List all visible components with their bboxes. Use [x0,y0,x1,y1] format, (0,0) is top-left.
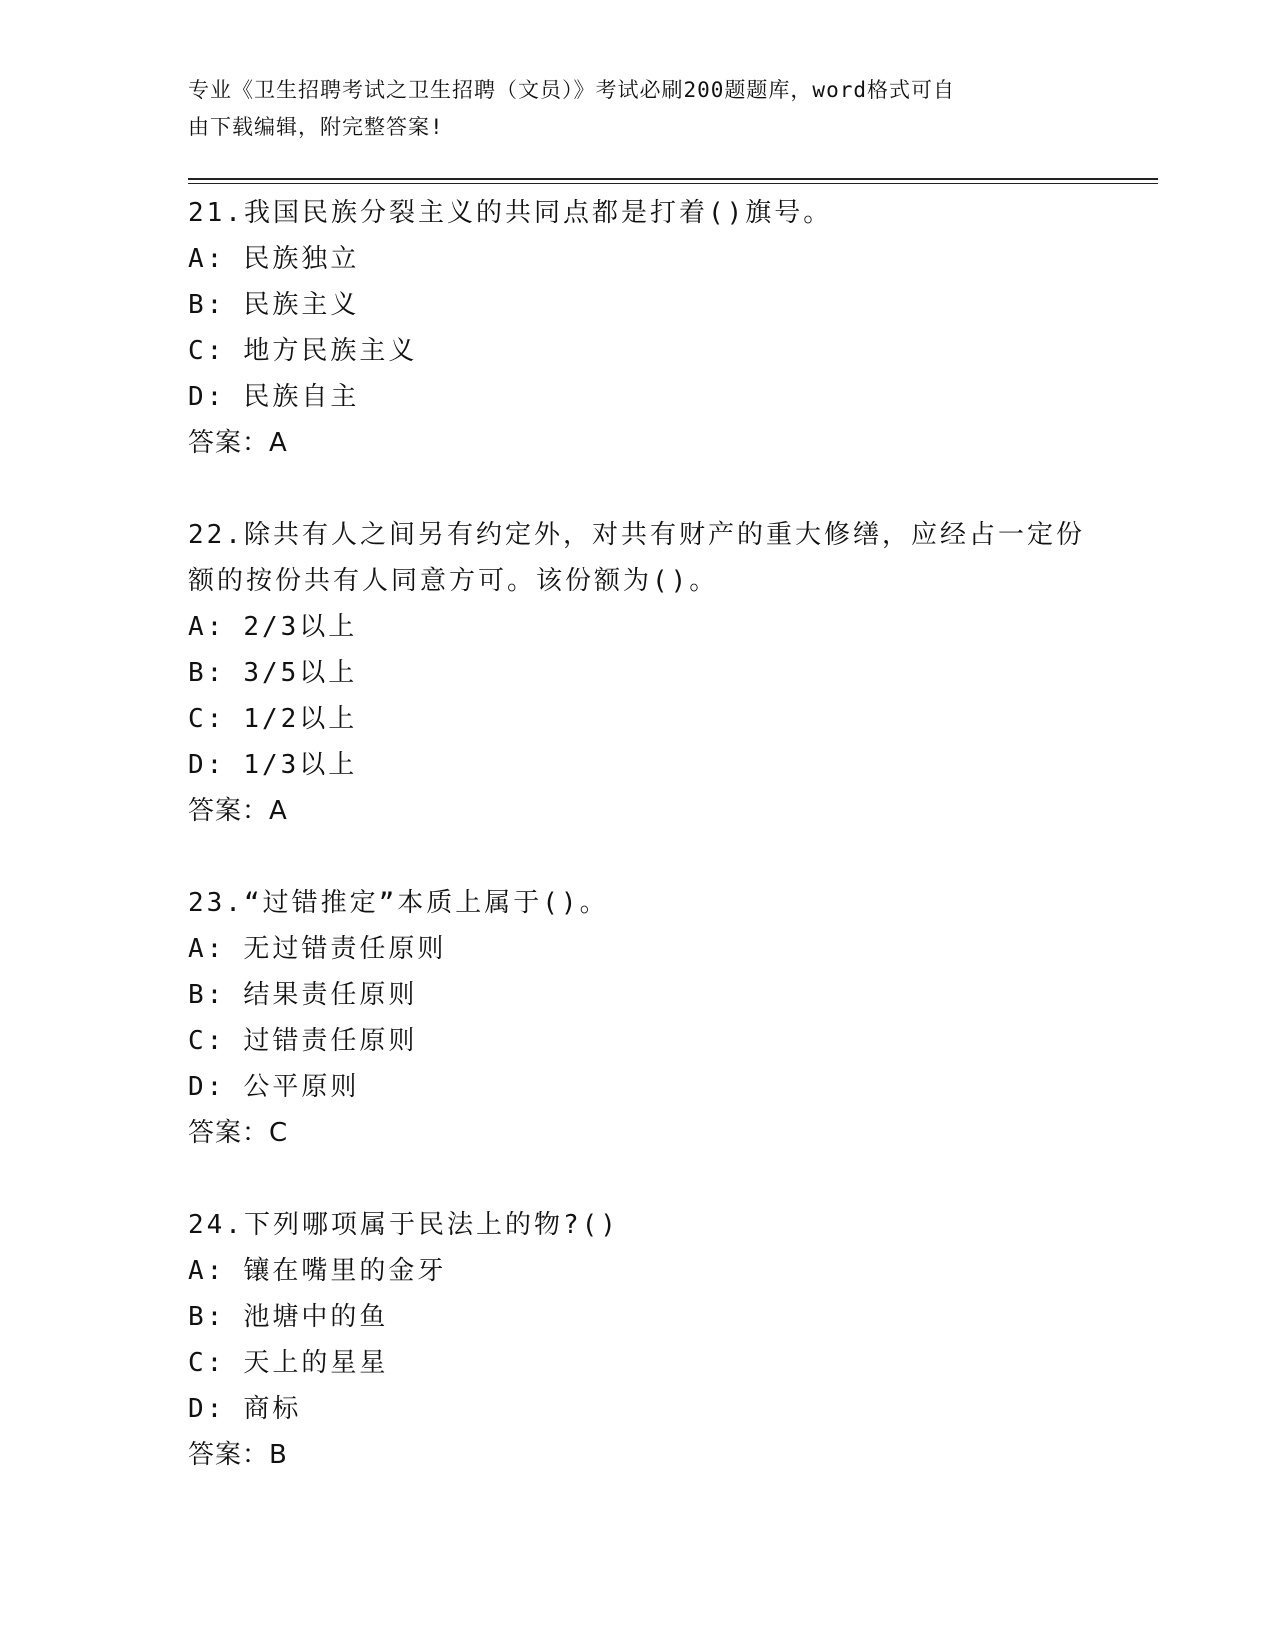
option-b [188,650,1088,696]
option-letter: B: [188,290,226,320]
option-text: 过错责任原则 [243,1026,418,1056]
option-text: 镶在嘴里的金牙 [243,1256,447,1286]
document-header [188,72,1068,146]
option-text: 2/3以上 [243,612,358,642]
header-divider-thin [188,183,1158,184]
question-22 [188,512,1088,834]
option-letter: D: [188,1072,226,1102]
option-d [188,742,1088,788]
option-letter: C: [188,1348,226,1378]
option-text: 商标 [243,1394,302,1424]
option-text: 民族独立 [243,244,360,274]
option-text: 无过错责任原则 [243,934,447,964]
option-letter: D: [188,750,226,780]
question-23 [188,880,1088,1156]
question-24 [188,1202,1088,1478]
option-a [188,604,1088,650]
header-line-2: 由下载编辑，附完整答案! [188,115,444,139]
option-letter: B: [188,1302,226,1332]
option-letter: A: [188,612,226,642]
answer-line: 答案：B [188,1440,288,1470]
answer-line: 答案：A [188,796,288,826]
option-text: 1/3以上 [243,750,358,780]
option-c [188,1340,1088,1386]
option-c [188,328,1088,374]
answer-line: 答案：A [188,428,288,458]
option-letter: C: [188,1026,226,1056]
option-text: 天上的星星 [243,1348,389,1378]
option-letter: A: [188,1256,226,1286]
question-list [188,190,1088,1524]
answer-line: 答案：C [188,1118,289,1148]
option-text: 结果责任原则 [243,980,418,1010]
option-letter: D: [188,382,226,412]
option-text: 池塘中的鱼 [243,1302,389,1332]
option-a [188,236,1088,282]
option-letter: A: [188,934,226,964]
option-text: 民族自主 [243,382,360,412]
question-text: 24.下列哪项属于民法上的物?() [188,1210,619,1240]
option-letter: C: [188,336,226,366]
option-d [188,1386,1088,1432]
option-letter: A: [188,244,226,274]
option-text: 民族主义 [243,290,360,320]
option-text: 1/2以上 [243,704,358,734]
option-d [188,374,1088,420]
option-d [188,1064,1088,1110]
option-c [188,696,1088,742]
question-text: 22.除共有人之间另有约定外，对共有财产的重大修缮，应经占一定份额的按份共有人同意方可。该份额为()。 [188,520,1085,596]
option-b [188,1294,1088,1340]
option-text: 3/5以上 [243,658,358,688]
question-21 [188,190,1088,466]
option-text: 公平原则 [243,1072,360,1102]
header-line-1: 专业《卫生招聘考试之卫生招聘（文员）》考试必刷200题题库，word格式可自 [188,78,955,102]
option-a [188,1248,1088,1294]
option-letter: B: [188,658,226,688]
option-b [188,972,1088,1018]
header-divider-thick [188,178,1158,180]
option-a [188,926,1088,972]
option-letter: B: [188,980,226,1010]
option-c [188,1018,1088,1064]
option-letter: D: [188,1394,226,1424]
option-b [188,282,1088,328]
option-text: 地方民族主义 [243,336,418,366]
question-text: 23.“过错推定”本质上属于()。 [188,888,609,918]
question-text: 21.我国民族分裂主义的共同点都是打着()旗号。 [188,198,833,228]
option-letter: C: [188,704,226,734]
